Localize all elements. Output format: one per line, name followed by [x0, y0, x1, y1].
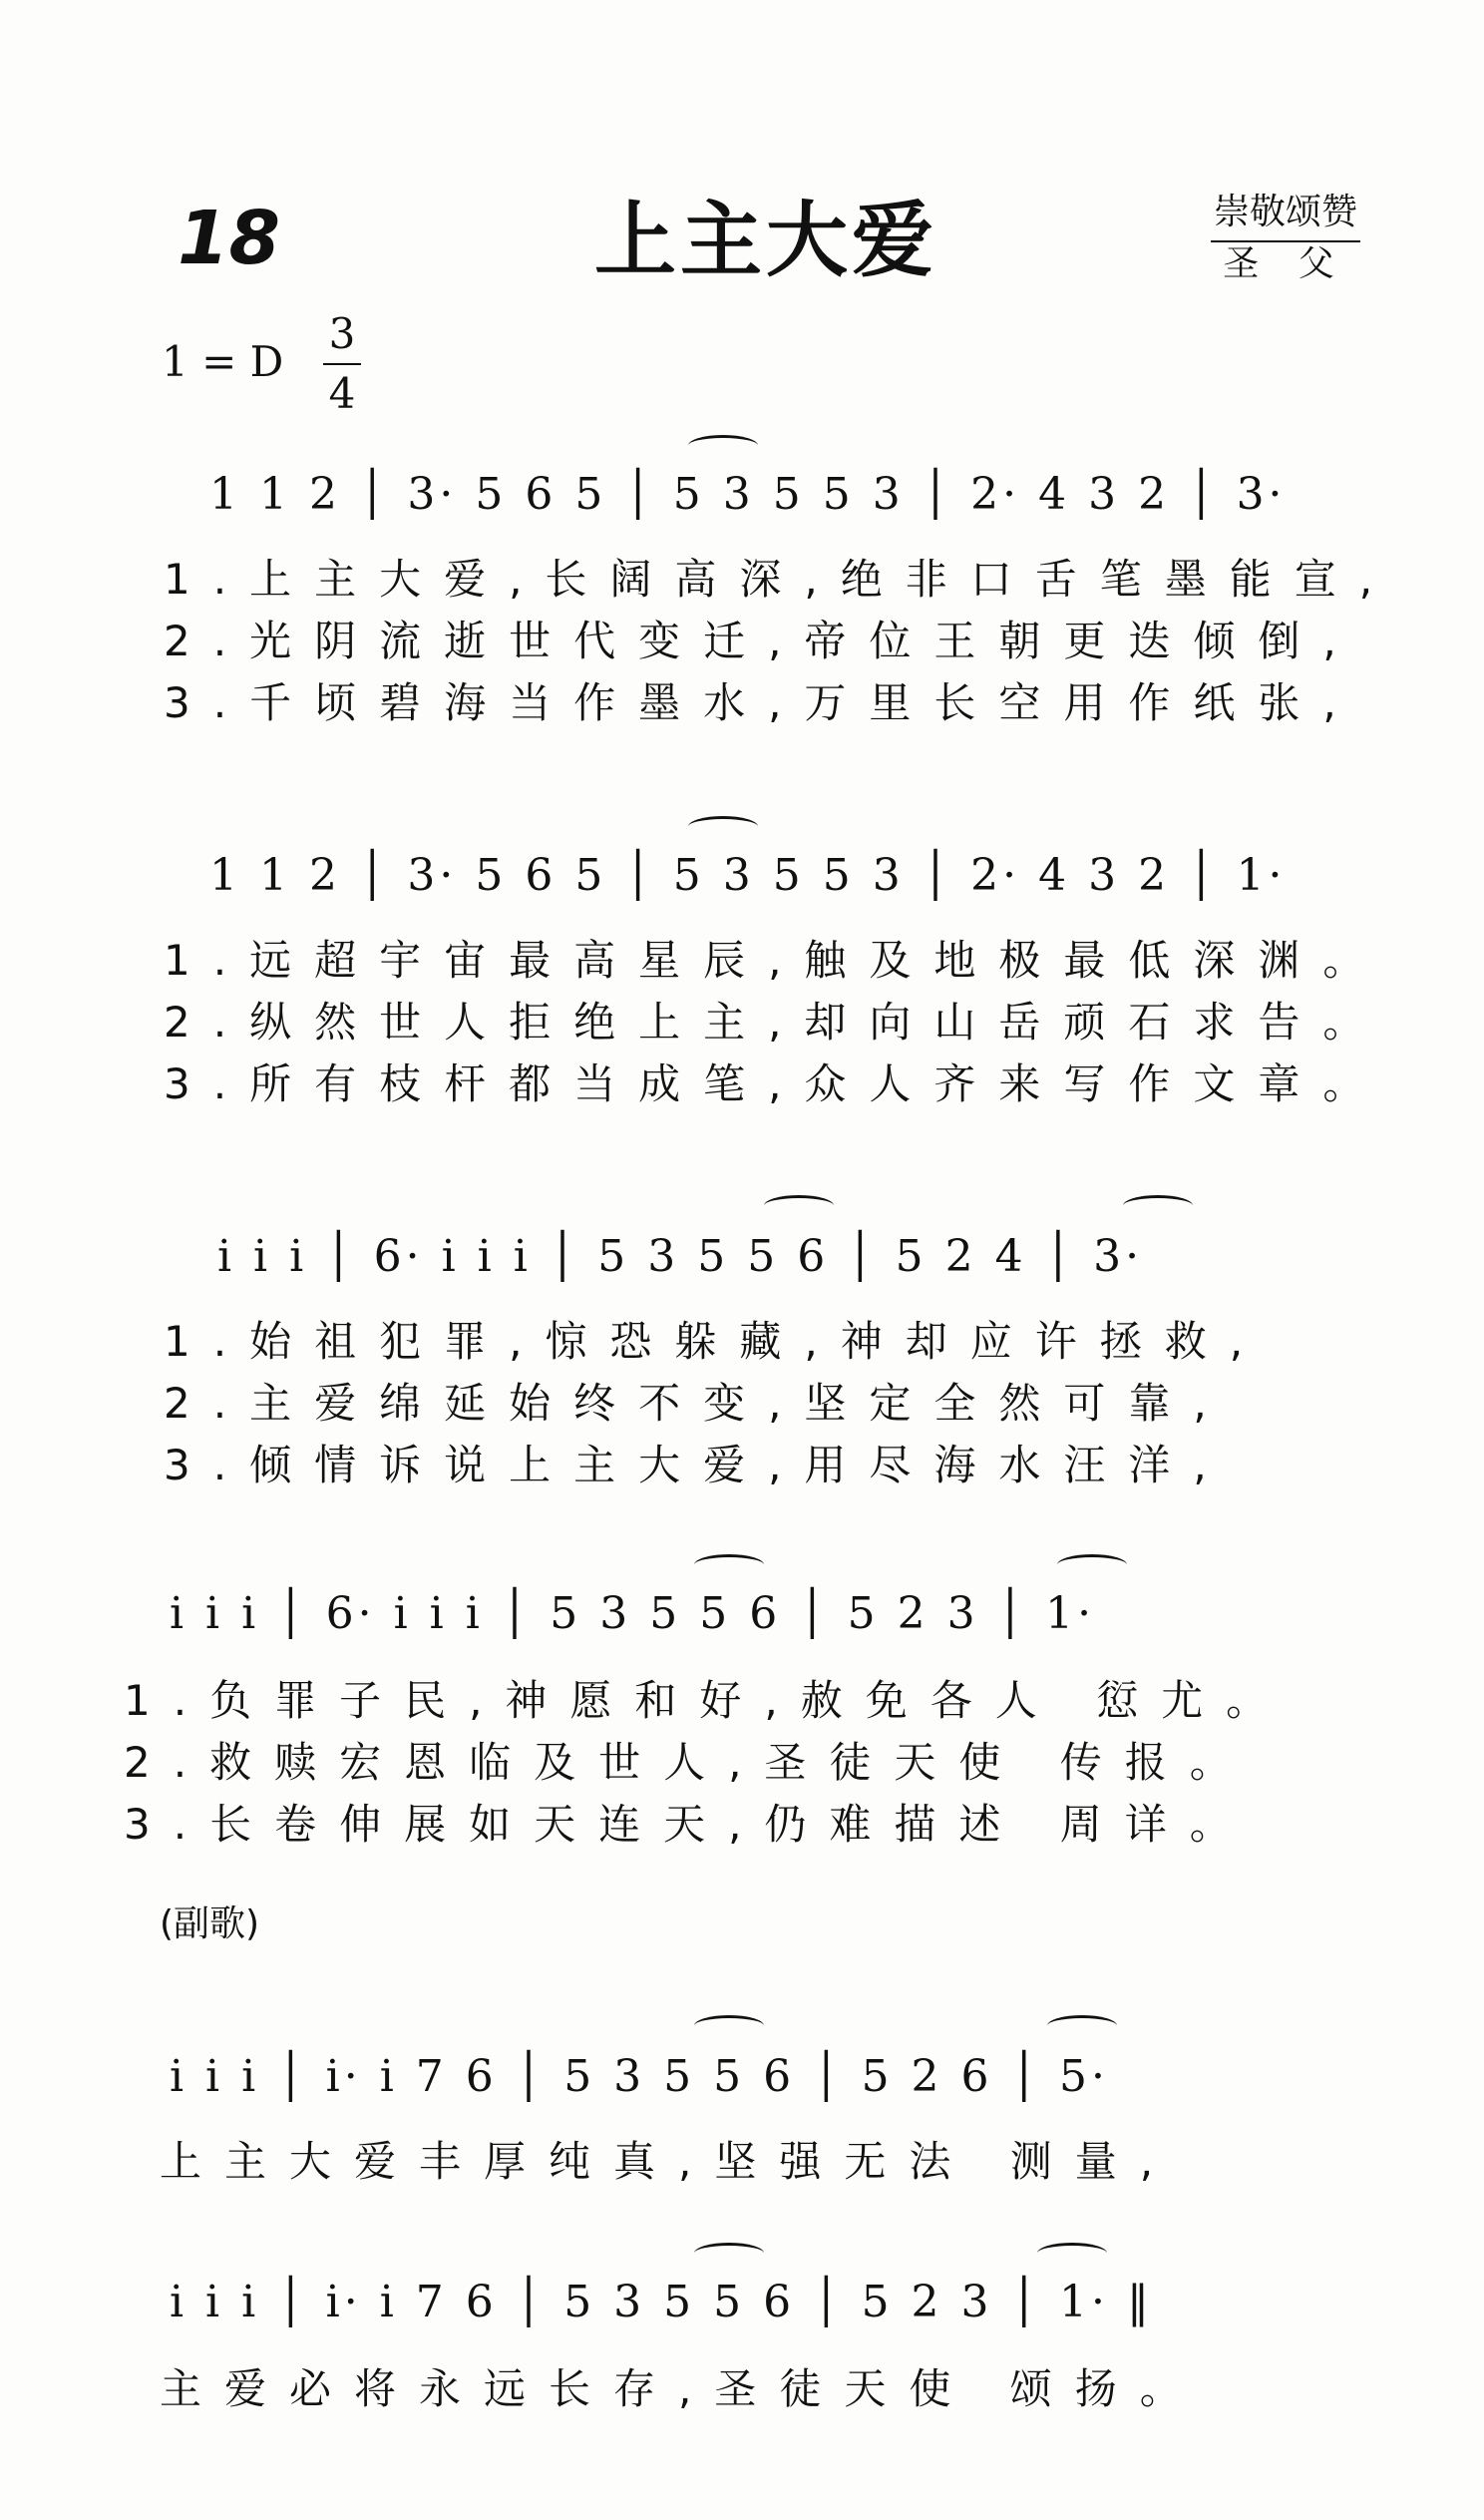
- key-signature: 1 = D: [162, 337, 284, 386]
- notation-line-2: 1 1 2 │ 3· 5 6 5 │ 5 3 5 5 3 │ 2· 4 3 2 │ 1·: [209, 850, 1287, 901]
- lyric-line: 2.光阴流逝世代变迁,帝位王朝更迭倾倒,: [164, 617, 1359, 665]
- chorus-label: (副歌): [160, 1903, 260, 1944]
- lyric-line: 2.主爱绵延始终不变,坚定全然可靠,: [164, 1379, 1230, 1428]
- notation-line-5: i i i │ i· i 7 6 │ 5 3 5 5 6 │ 5 2 6 │ 5·: [170, 2051, 1109, 2102]
- time-signature-bottom: 4: [328, 369, 356, 418]
- notation-line-4: i i i │ 6· i i i │ 5 3 5 5 6 │ 5 2 3 │ 1·: [170, 1588, 1096, 1639]
- time-signature-top: 3: [328, 309, 356, 358]
- lyric-line: 1.远超宇宙最高星辰,触及地极最低深渊。: [164, 936, 1388, 985]
- hymn-category: 崇敬颂赞: [1211, 184, 1360, 242]
- slur: [694, 2243, 764, 2264]
- lyric-line: 3.所有枝杆都当成笔,众人齐来写作文章。: [164, 1059, 1388, 1108]
- slur: [688, 435, 758, 456]
- lyric-line: 3.千顷碧海当作墨水,万里长空用作纸张,: [164, 678, 1359, 727]
- notation-line-3: i i i │ 6· i i i │ 5 3 5 5 6 │ 5 2 4 │ 3·: [217, 1231, 1144, 1282]
- slur: [1037, 2243, 1107, 2264]
- slur: [764, 1195, 834, 1216]
- slur: [688, 816, 758, 837]
- notation-line-6: i i i │ i· i 7 6 │ 5 3 5 5 6 │ 5 2 3 │ 1· ‖: [170, 2277, 1153, 2327]
- hymn-number: 18: [178, 196, 280, 281]
- notation-line-1: 1 1 2 │ 3· 5 6 5 │ 5 3 5 5 3 │ 2· 4 3 2 │ 3·: [209, 469, 1287, 520]
- slur: [1047, 2015, 1117, 2036]
- slur: [1057, 1554, 1127, 1575]
- hymn-title: 上主大爱: [594, 194, 938, 288]
- lyric-line: 3.倾情诉说上主大爱,用尽海水汪洋,: [164, 1441, 1230, 1489]
- slur: [694, 1554, 764, 1575]
- time-signature: [319, 305, 365, 423]
- lyric-line: 1.负罪子民,神愿和好,赦免各人 愆尤。: [124, 1676, 1292, 1725]
- slur: [1123, 1195, 1193, 1216]
- hymn-author: 圣 父: [1223, 243, 1348, 284]
- lyric-line: 1.始祖犯罪,惊恐躲藏,神却应许拯救,: [164, 1317, 1267, 1366]
- lyric-line: 上主大爱丰厚纯真,坚强无法 测量,: [160, 2137, 1177, 2186]
- lyric-line: 3.长卷伸展如天连天,仍难描述 周详。: [124, 1800, 1255, 1849]
- lyric-line: 2.救赎宏恩临及世人,圣徒天使 传报。: [124, 1738, 1255, 1787]
- lyric-line: 2.纵然世人拒绝上主,却向山岳顽石求告。: [164, 998, 1388, 1047]
- slur: [694, 2015, 764, 2036]
- lyric-line: 主爱必将永远长存,圣徒天使 颂扬。: [160, 2364, 1205, 2413]
- lyric-line: 1.上主大爱,长阔高深,绝非口舌笔墨能宣,: [164, 555, 1396, 604]
